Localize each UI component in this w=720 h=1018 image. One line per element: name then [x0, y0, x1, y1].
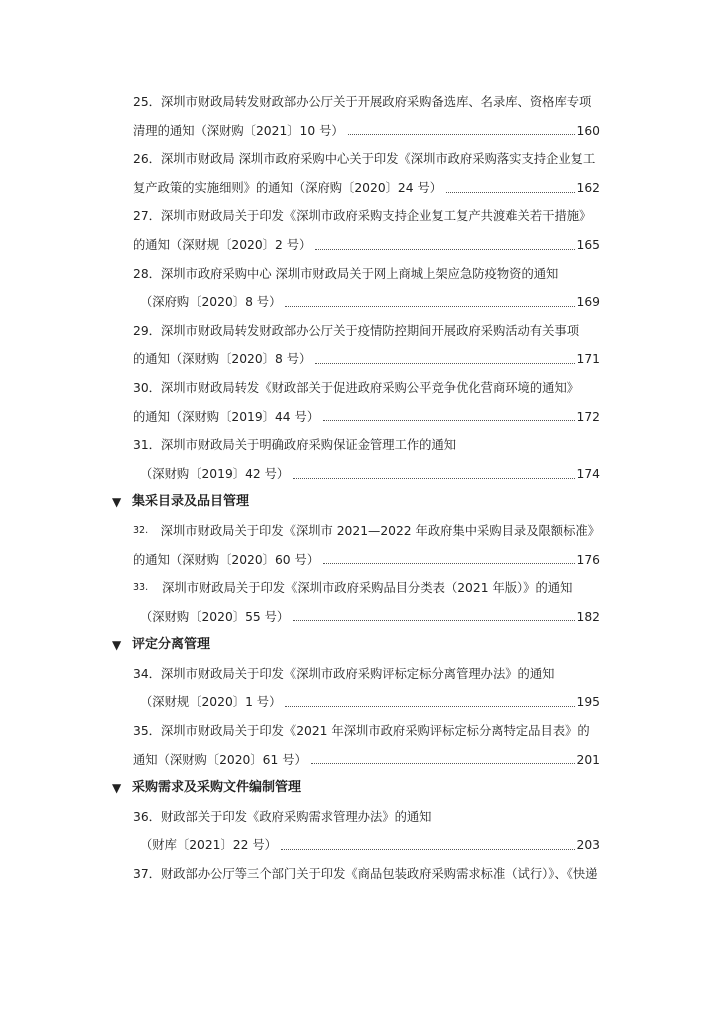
triangle-down-icon: ▼ — [112, 495, 122, 510]
section-title: 采购需求及采购文件编制管理 — [132, 780, 302, 796]
dot-leader — [323, 563, 574, 564]
page-number: 171 — [576, 352, 600, 367]
page-number: 169 — [576, 295, 600, 310]
toc-entry-28-line2[interactable]: （深府购〔2020〕8 号） 169 — [0, 288, 600, 317]
toc-entry-35-line2[interactable]: 通知（深财购〔2020〕61 号） 201 — [0, 746, 600, 775]
toc-entry-29-line1: 29．深圳市财政局转发财政部办公厅关于疫情防控期间开展政府采购活动有关事项 — [133, 323, 580, 338]
dot-leader — [285, 306, 574, 307]
dot-leader — [315, 249, 574, 250]
section-title: 评定分离管理 — [132, 637, 211, 653]
page-number: 174 — [576, 466, 600, 481]
triangle-down-icon: ▼ — [112, 781, 122, 796]
toc-entry-25-line1: 25．深圳市财政局转发财政部办公厅关于开展政府采购备选库、名录库、资格库专项 — [133, 95, 592, 109]
toc-entry-32-line1: 32. 深圳市财政局关于印发《深圳市 2021—2022 年政府集中采购目录及限额标准》 — [133, 523, 600, 538]
dot-leader — [311, 763, 575, 764]
page-number: 165 — [576, 237, 600, 252]
dot-leader — [323, 420, 574, 421]
dot-leader — [285, 706, 574, 707]
toc-entry-31-line2[interactable]: （深财购〔2019〕42 号） 174 — [0, 460, 600, 489]
page-number: 162 — [576, 180, 600, 195]
dot-leader — [446, 192, 574, 193]
toc-entry-32-line2[interactable]: 的通知（深财购〔2020〕60 号） 176 — [0, 546, 600, 575]
page-number: 182 — [576, 609, 600, 624]
section-heading-evaluation — [0, 631, 720, 660]
section-heading-procurement-needs — [0, 774, 720, 803]
toc-entry-36-line1: 36．财政部关于印发《政府采购需求管理办法》的通知 — [133, 809, 432, 824]
dot-leader — [315, 363, 574, 364]
page-number: 203 — [576, 838, 600, 853]
toc-entry-29-line2[interactable]: 的通知（深财购〔2020〕8 号） 171 — [0, 345, 600, 374]
dot-leader — [348, 134, 575, 135]
section-title: 集采目录及品目管理 — [132, 494, 250, 510]
toc-entry-27-line1: 27．深圳市财政局关于印发《深圳市政府采购支持企业复工复产共渡难关若干措施》 — [133, 209, 592, 224]
page-number: 172 — [576, 409, 600, 424]
toc-entry-30-line1: 30．深圳市财政局转发《财政部关于促进政府采购公平竞争优化营商环境的通知》 — [133, 380, 580, 395]
toc-entry-34-line1: 34．深圳市财政局关于印发《深圳市政府采购评标定标分离管理办法》的通知 — [133, 666, 555, 681]
dot-leader — [293, 620, 574, 621]
toc-entry-30-line2[interactable]: 的通知（深财购〔2019〕44 号） 172 — [0, 403, 600, 432]
toc-entry-36-line2[interactable]: （财库〔2021〕22 号） 203 — [0, 831, 600, 860]
page-number: 160 — [576, 123, 600, 138]
toc-entry-25-line2[interactable]: 清理的通知（深财购〔2021〕10 号） 160 — [0, 117, 600, 146]
toc-entry-27-line2[interactable]: 的通知（深财规〔2020〕2 号） 165 — [0, 231, 600, 260]
page-number: 176 — [576, 552, 600, 567]
dot-leader — [293, 478, 574, 479]
page-number: 201 — [576, 752, 600, 767]
triangle-down-icon: ▼ — [112, 638, 122, 653]
toc-entry-26-line2[interactable]: 复产政策的实施细则》的通知（深府购〔2020〕24 号） 162 — [0, 174, 600, 203]
toc-page — [0, 88, 720, 889]
toc-entry-26-line1: 26．深圳市财政局 深圳市政府采购中心关于印发《深圳市政府采购落实支持企业复工 — [133, 152, 596, 167]
toc-entry-33-line1: 33. 深圳市财政局关于印发《深圳市政府采购品目分类表（2021 年版）》的通知 — [133, 581, 573, 596]
toc-entry-34-line2[interactable]: （深财规〔2020〕1 号） 195 — [0, 688, 600, 717]
toc-entry-33-line2[interactable]: （深财购〔2020〕55 号） 182 — [0, 603, 600, 632]
page-number: 195 — [576, 695, 600, 710]
toc-entry-31-line1: 31．深圳市财政局关于明确政府采购保证金管理工作的通知 — [133, 438, 457, 453]
toc-entry-37-line1: 37．财政部办公厅等三个部门关于印发《商品包装政府采购需求标准（试行）》、《快递 — [133, 867, 598, 882]
toc-entry-35-line1: 35．深圳市财政局关于印发《2021 年深圳市政府采购评标定标分离特定品目表》的 — [133, 724, 590, 739]
toc-entry-28-line1: 28．深圳市政府采购中心 深圳市财政局关于网上商城上架应急防疫物资的通知 — [133, 266, 559, 281]
section-heading-catalog — [0, 488, 720, 517]
dot-leader — [281, 849, 575, 850]
